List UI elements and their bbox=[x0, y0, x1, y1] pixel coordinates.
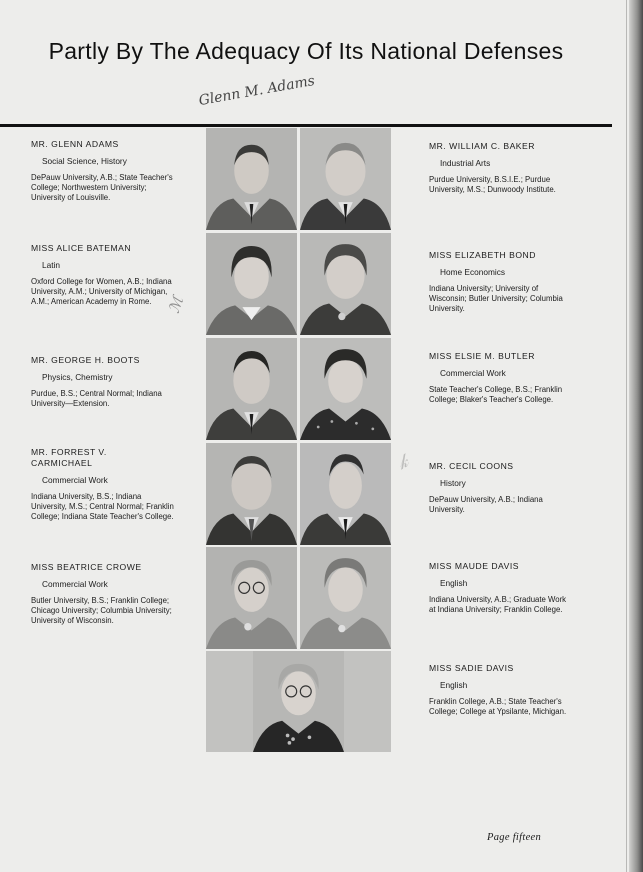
portrait-adams bbox=[206, 128, 297, 230]
faculty-subject: Physics, Chemistry bbox=[42, 372, 113, 382]
page-number: Page fifteen bbox=[487, 832, 542, 843]
handwritten-mark-left: ℳ bbox=[164, 294, 188, 316]
portrait-baker bbox=[300, 128, 391, 230]
portrait-coons bbox=[300, 443, 391, 545]
faculty-name: MISS ALICE BATEMAN bbox=[31, 243, 132, 253]
portrait-carmichael bbox=[206, 443, 297, 545]
page-binding-shadow bbox=[629, 0, 643, 872]
faculty-subject: Social Science, History bbox=[42, 156, 127, 166]
portrait-bateman bbox=[206, 233, 297, 335]
faculty-education: State Teacher's College, B.S.; Franklin College; Blaker's Teacher's College. bbox=[429, 385, 563, 404]
faculty-subject: Latin bbox=[42, 260, 60, 270]
faculty-subject: English bbox=[440, 578, 468, 588]
faculty-entry-bateman bbox=[31, 243, 175, 306]
faculty-education: Indiana University, A.B.; Graduate Work at Indiana University; Franklin College. bbox=[429, 595, 567, 614]
portrait-crowe bbox=[206, 547, 297, 649]
faculty-entry-crowe bbox=[31, 562, 175, 625]
faculty-education: Franklin College, A.B.; State Teacher's College; College at Ypsilante, Michigan. bbox=[429, 697, 567, 716]
faculty-subject: Commercial Work bbox=[440, 368, 506, 378]
portrait-maude-davis bbox=[300, 547, 391, 649]
page-heading: Partly By The Adequacy Of Its National Defenses bbox=[48, 38, 564, 64]
faculty-education: DePauw University, A.B.; Indiana University. bbox=[429, 495, 543, 514]
faculty-name: MR. GEORGE H. BOOTS bbox=[31, 355, 140, 365]
binding-edge-line bbox=[626, 0, 627, 872]
faculty-subject: English bbox=[440, 680, 468, 690]
faculty-name: MISS SADIE DAVIS bbox=[429, 663, 514, 673]
faculty-entry-baker bbox=[429, 141, 571, 195]
faculty-entry-boots bbox=[31, 355, 175, 409]
faculty-subject: Industrial Arts bbox=[440, 158, 491, 168]
faculty-education: Purdue University, B.S.I.E.; Purdue University, M.S.; Dunwoody Institute. bbox=[429, 175, 556, 194]
faculty-entry-bond bbox=[429, 250, 571, 313]
faculty-name: MISS MAUDE DAVIS bbox=[429, 561, 519, 571]
faculty-education: Indiana University; University of Wisconsin; Butler University; Columbia University. bbox=[429, 284, 563, 313]
heading-rule bbox=[0, 124, 612, 127]
faculty-entry-coons bbox=[429, 461, 571, 515]
faculty-subject: Home Economics bbox=[440, 267, 506, 277]
faculty-education: Purdue, B.S.; Central Normal; Indiana University—Extension. bbox=[31, 389, 162, 408]
portrait-bond bbox=[300, 233, 391, 335]
faculty-education: Butler University, B.S.; Franklin College; Chicago University; Columbia University; University of Wisconsin. bbox=[31, 596, 172, 625]
faculty-education: Indiana University, B.S.; Indiana University, M.S.; Central Normal; Franklin College; Indiana State Teacher's College. bbox=[31, 492, 174, 521]
faculty-name: MR. WILLIAM C. BAKER bbox=[429, 141, 535, 151]
faculty-entry-sadie-davis bbox=[429, 663, 571, 717]
portrait-butler bbox=[300, 338, 391, 440]
handwritten-mark-right: 𝓀 bbox=[393, 450, 413, 475]
faculty-subject: History bbox=[440, 478, 466, 488]
faculty-name: MISS ELSIE M. BUTLER bbox=[429, 351, 535, 361]
faculty-entry-maude-davis bbox=[429, 561, 571, 615]
faculty-name: MR. GLENN ADAMS bbox=[31, 139, 119, 149]
faculty-name: MISS ELIZABETH BOND bbox=[429, 250, 536, 260]
faculty-name: MR. CECIL COONS bbox=[429, 461, 514, 471]
handwritten-signature: Glenn M. Adams bbox=[197, 72, 317, 110]
faculty-entry-adams bbox=[31, 139, 175, 202]
faculty-entry-carmichael bbox=[31, 447, 175, 521]
faculty-education: Oxford College for Women, A.B.; Indiana University, A.M.; University of Michigan, A.M.; American Academy in Rome. bbox=[31, 277, 172, 306]
portrait-sadie-davis bbox=[253, 651, 344, 752]
faculty-entry-butler bbox=[429, 351, 571, 405]
faculty-name: MR. FORREST V. CARMICHAEL bbox=[31, 447, 107, 468]
faculty-education: DePauw University, A.B.; State Teacher's College; Northwestern University; University of Louisville. bbox=[31, 173, 173, 202]
portrait-boots bbox=[206, 338, 297, 440]
faculty-subject: Commercial Work bbox=[42, 579, 108, 589]
faculty-name: MISS BEATRICE CROWE bbox=[31, 562, 142, 572]
faculty-subject: Commercial Work bbox=[42, 475, 108, 485]
